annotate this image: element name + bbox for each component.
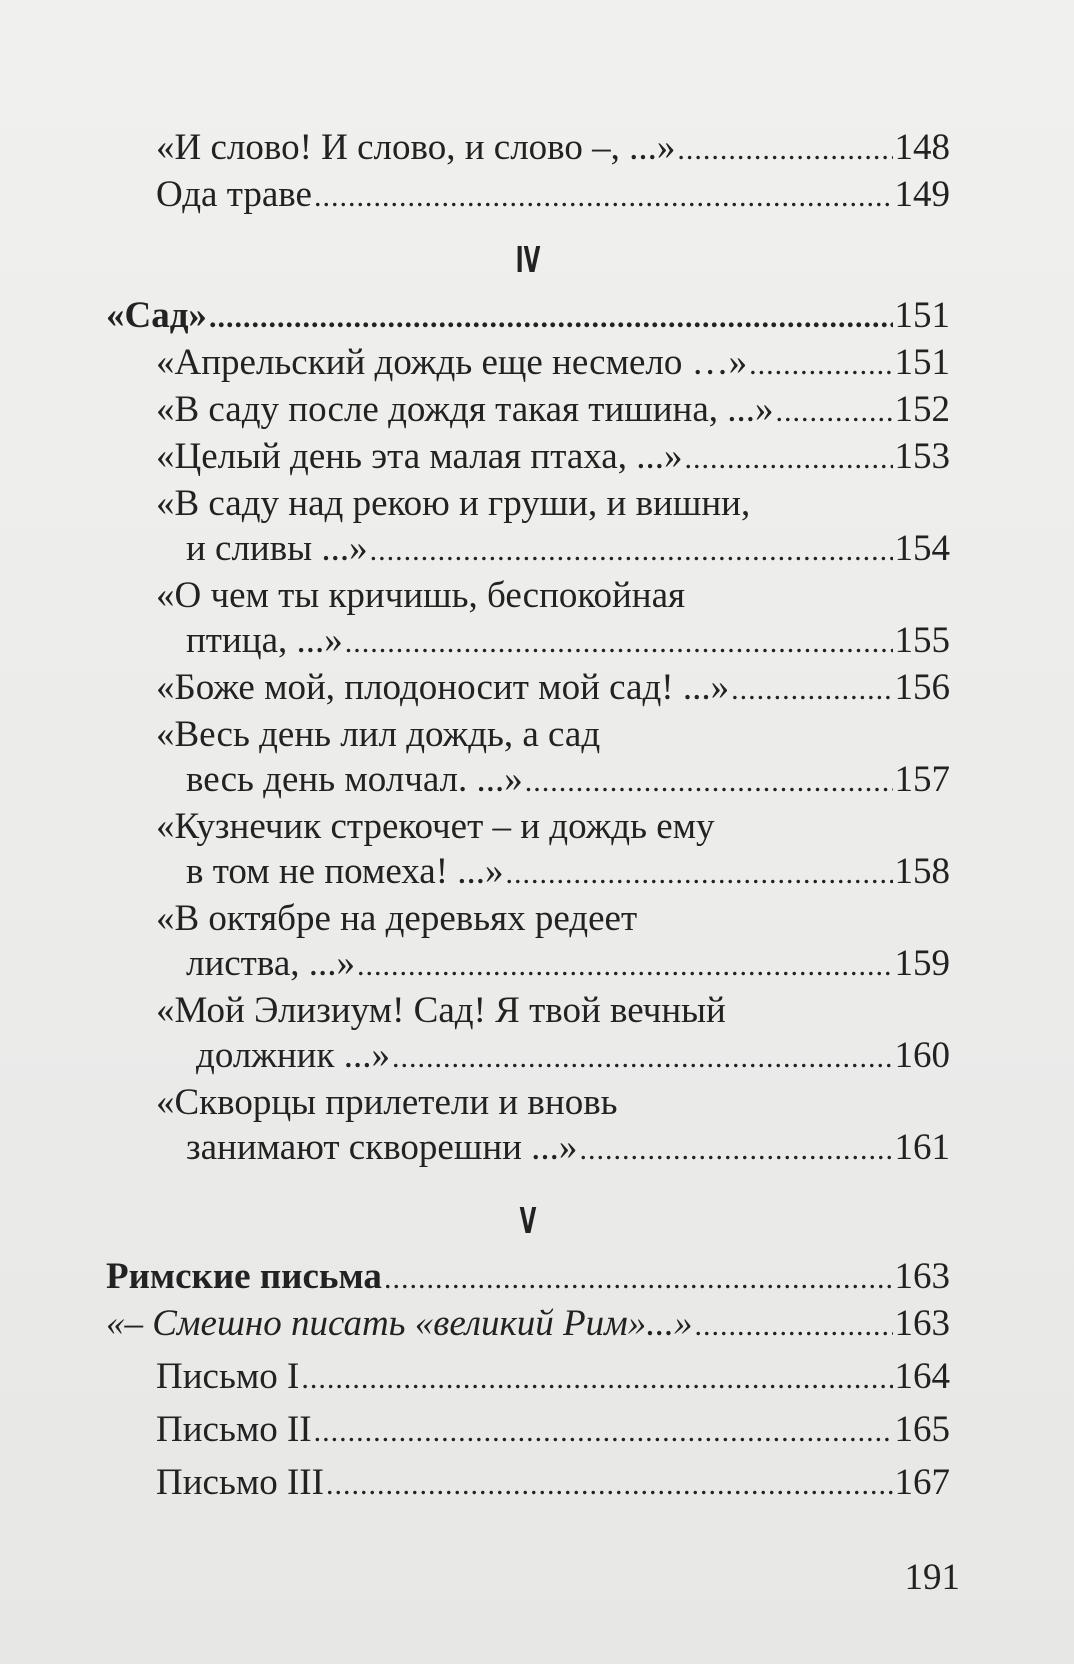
toc-section-heading	[106, 1254, 950, 1301]
toc-entry	[106, 340, 950, 387]
toc-entry-page: 163	[894, 1303, 950, 1344]
toc-entry	[106, 665, 950, 712]
toc-entry-title-line1: «О чем ты кричишь, беспокойная	[156, 575, 686, 616]
toc-entry-title: «Боже мой, плодоносит мой сад! ...»	[156, 667, 730, 708]
toc-entry-page: 155	[894, 620, 950, 661]
toc-entry-page: 167	[894, 1462, 950, 1503]
dot-leader	[684, 436, 892, 481]
page-number: 191	[904, 1557, 960, 1598]
table-of-contents	[106, 125, 950, 1507]
toc-entry	[106, 1460, 950, 1507]
toc-entry	[106, 1354, 950, 1401]
toc-entry-title-line2: птица, ...»	[186, 620, 343, 661]
dot-leader	[677, 127, 892, 172]
toc-entry-page: 161	[894, 1127, 950, 1168]
toc-entry-title-line1: «Скворцы прилетели и вновь	[156, 1082, 618, 1123]
toc-entry	[106, 757, 950, 804]
toc-entry-title: Письмо III	[156, 1462, 324, 1503]
toc-entry-title-line2: должник ...»	[196, 1035, 390, 1076]
toc-subheading	[106, 1301, 950, 1348]
toc-entry	[106, 434, 950, 481]
toc-entry-title: «– Смешно писать «великий Рим»...»	[106, 1303, 693, 1344]
dot-leader	[506, 851, 893, 896]
section-numeral: IV	[515, 240, 541, 281]
toc-entry-page: 163	[894, 1256, 950, 1297]
toc-entry	[106, 1125, 950, 1172]
toc-entry-page: 151	[894, 342, 950, 383]
dot-leader	[209, 295, 893, 340]
dot-leader	[392, 1035, 893, 1080]
toc-entry-page: 152	[894, 389, 950, 430]
dot-leader	[301, 1356, 892, 1401]
dot-leader	[345, 620, 893, 665]
toc-entry-title-line1: «В октябре на деревьях редеет	[156, 898, 638, 939]
toc-entry-title: Письмо I	[156, 1356, 300, 1397]
toc-entry-title-line2: занимают скворешни ...»	[186, 1127, 578, 1168]
toc-entry-title: «Апрельский дождь еще несмело …»	[156, 342, 748, 383]
toc-entry	[106, 1033, 950, 1080]
section-numeral: V	[519, 1201, 537, 1242]
toc-entry-page: 153	[894, 436, 950, 477]
toc-entry-page: 158	[894, 851, 950, 892]
dot-leader	[731, 667, 892, 712]
dot-leader	[326, 1462, 893, 1507]
toc-entry-page: 148	[894, 127, 950, 168]
toc-entry-title-line2: в том не помеха! ...»	[186, 851, 504, 892]
toc-entry-title-line1: «Мой Элизиум! Сад! Я твой вечный	[156, 990, 726, 1031]
dot-leader	[357, 943, 892, 988]
toc-entry	[106, 172, 950, 219]
toc-entry-title: «И слово! И слово, и слово –, ...»	[156, 127, 676, 168]
dot-leader	[695, 1303, 893, 1348]
toc-entry	[106, 526, 950, 573]
toc-entry	[106, 125, 950, 172]
toc-entry-page: 165	[894, 1409, 950, 1450]
toc-entry-title: Ода траве	[156, 174, 312, 215]
toc-entry-page: 151	[894, 295, 950, 336]
toc-entry-page: 159	[894, 943, 950, 984]
toc-entry	[106, 387, 950, 434]
toc-entry-title-line2: листва, ...»	[186, 943, 356, 984]
toc-entry-page: 156	[894, 667, 950, 708]
dot-leader	[525, 759, 893, 804]
toc-entry	[106, 941, 950, 988]
toc-entry-page: 160	[894, 1035, 950, 1076]
dot-leader	[579, 1127, 892, 1172]
toc-section-heading	[106, 293, 950, 340]
toc-entry	[106, 618, 950, 665]
toc-entry-title: Римские письма	[106, 1256, 382, 1297]
dot-leader	[749, 342, 892, 387]
toc-entry-title: «Сад»	[106, 295, 207, 336]
toc-entry-title: «Целый день эта малая птаха, ...»	[156, 436, 683, 477]
dot-leader	[384, 1256, 893, 1301]
toc-entry-title-line1: «Кузнечик стрекочет – и дождь ему	[156, 806, 715, 847]
dot-leader	[776, 389, 893, 434]
toc-entry-title-line2: весь день молчал. ...»	[186, 759, 523, 800]
toc-entry-title: Письмо II	[156, 1409, 312, 1450]
toc-entry-title-line1: «В саду над рекою и груши, и вишни,	[156, 483, 751, 524]
toc-entry-page: 164	[894, 1356, 950, 1397]
dot-leader	[314, 174, 893, 219]
toc-entry-title-line1: «Весь день лил дождь, а сад	[156, 714, 601, 755]
dot-leader	[314, 1409, 893, 1454]
toc-entry-title: «В саду после дождя такая тишина, ...»	[156, 389, 774, 430]
toc-entry-title-line2: и сливы ...»	[186, 528, 368, 569]
toc-entry	[106, 849, 950, 896]
toc-entry-page: 157	[894, 759, 950, 800]
toc-entry	[106, 1407, 950, 1454]
toc-entry-page: 149	[894, 174, 950, 215]
dot-leader	[370, 528, 893, 573]
toc-entry-page: 154	[894, 528, 950, 569]
